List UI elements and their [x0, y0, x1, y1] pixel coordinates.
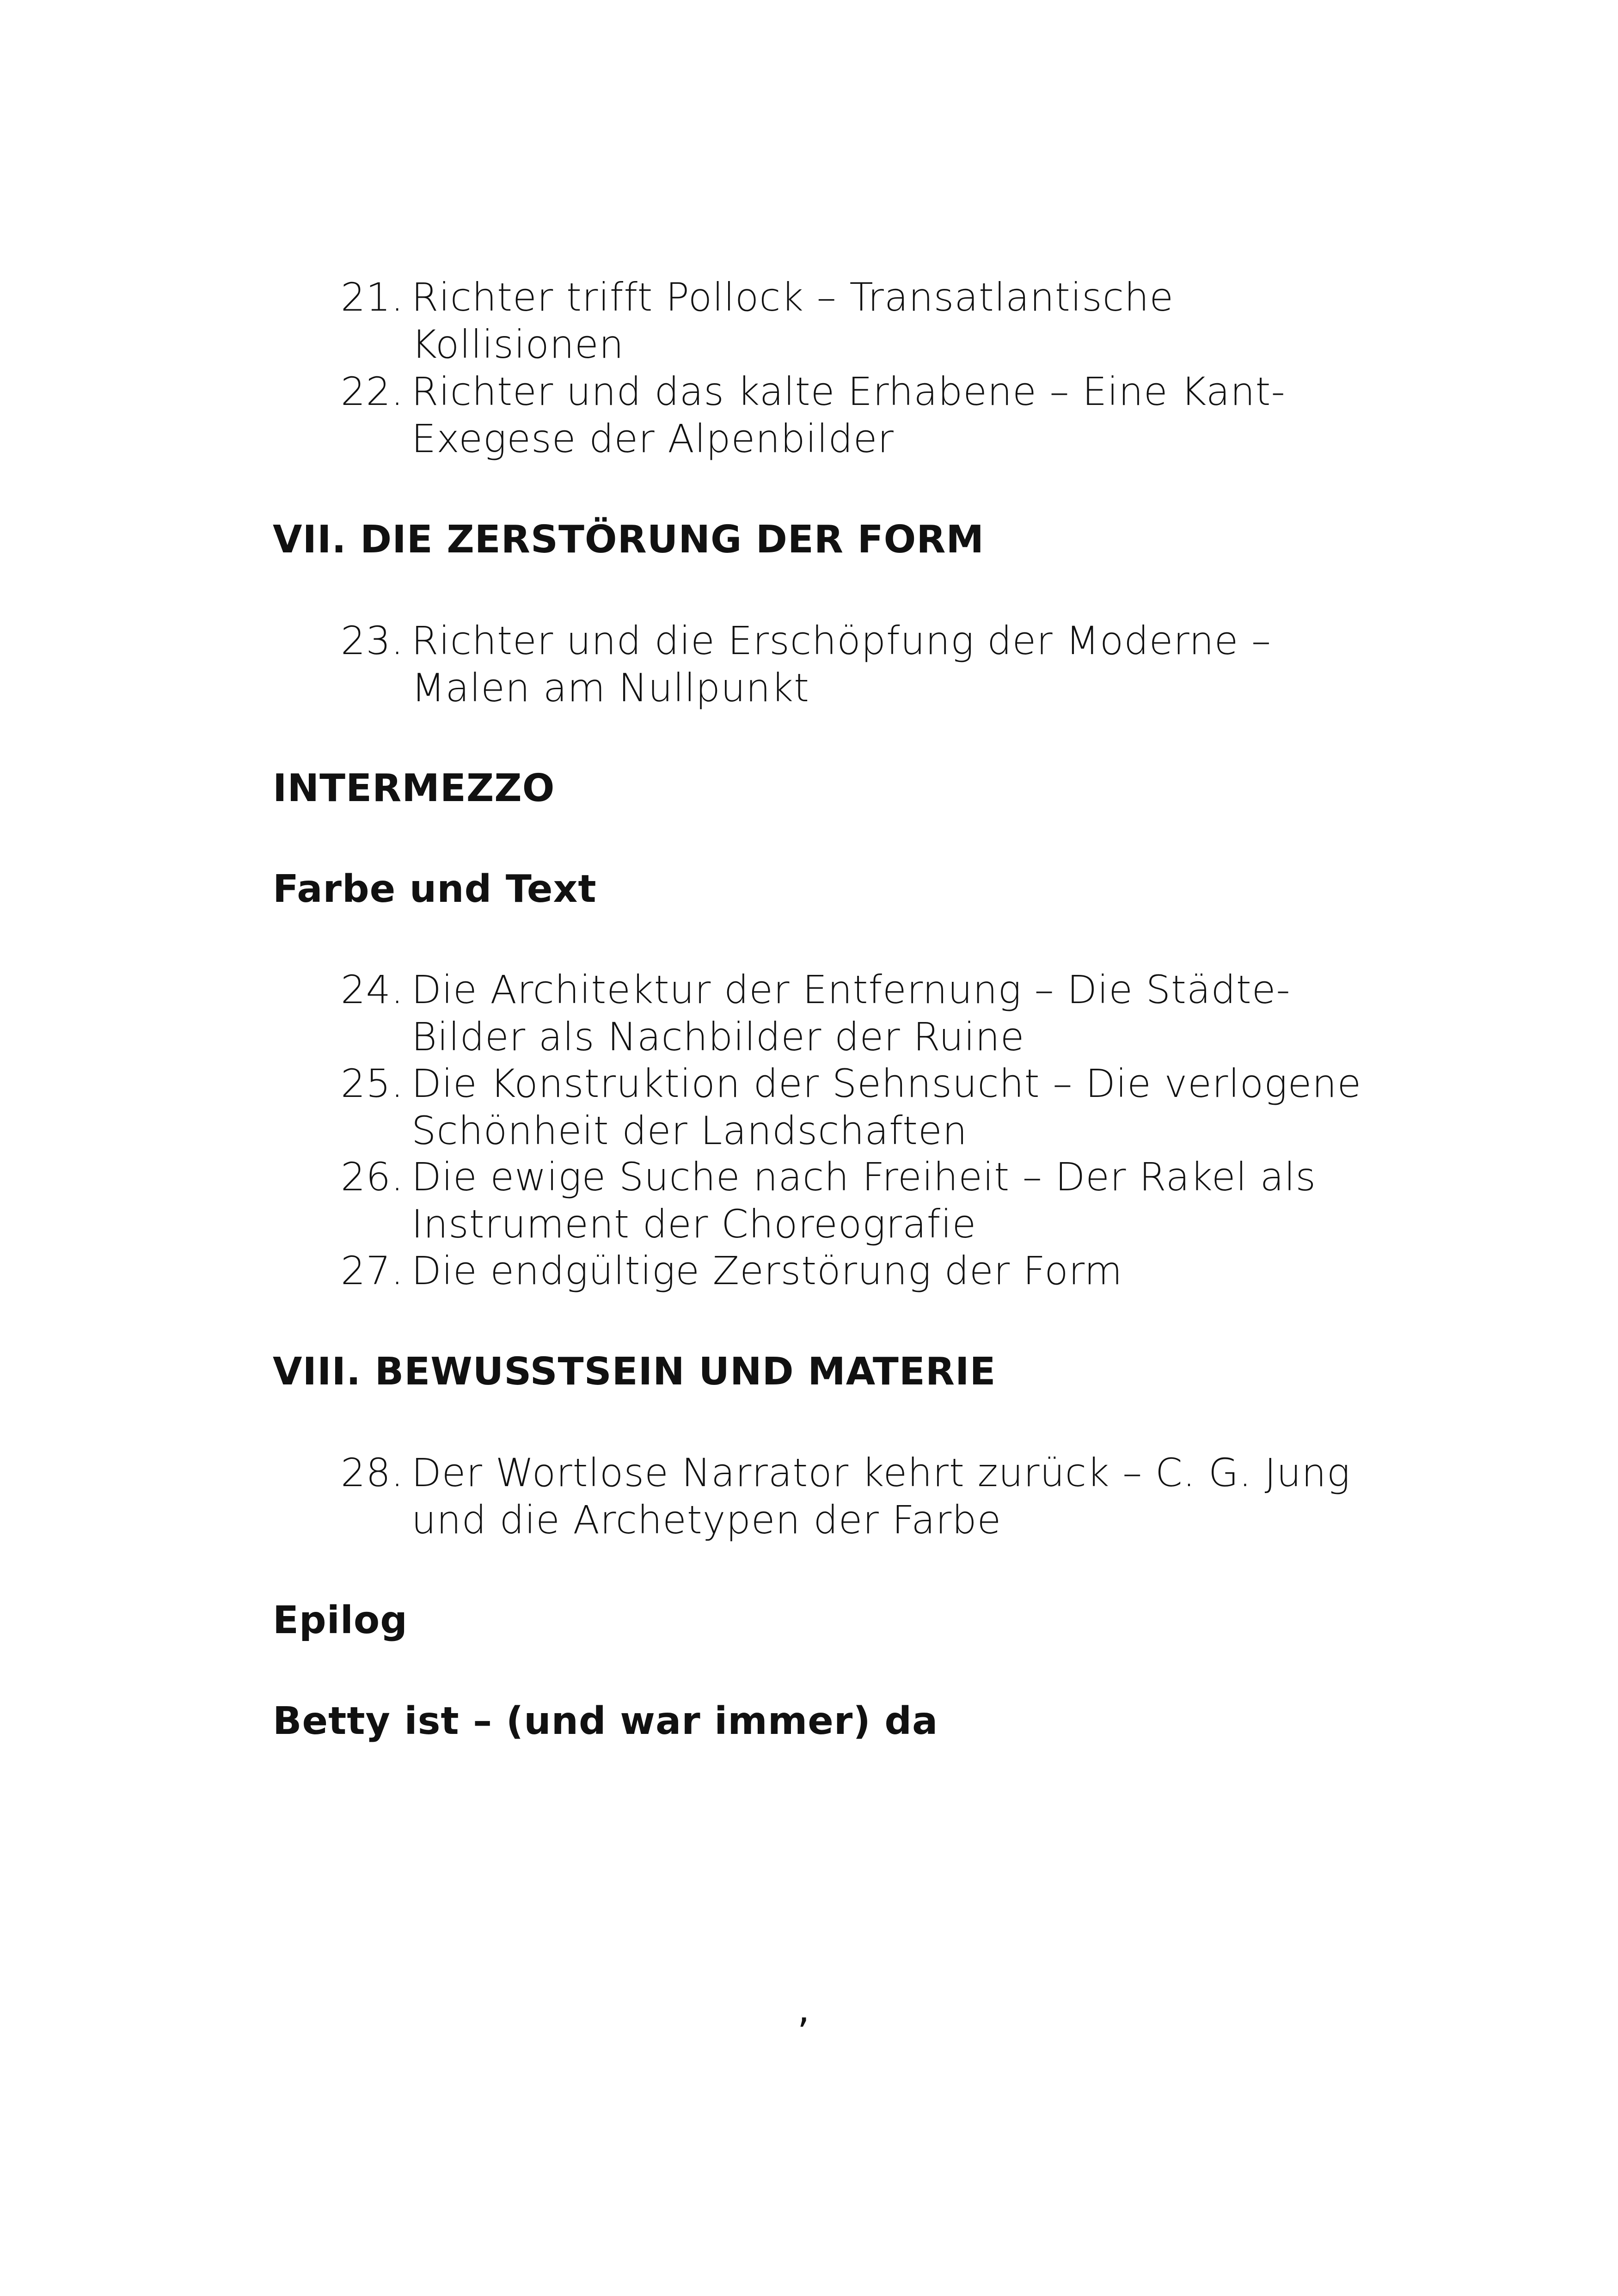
- toc-item-number: 23.: [341, 618, 404, 663]
- toc-item-line: Die endgültige Zerstörung der Form: [411, 1248, 1123, 1293]
- toc-item-25: [341, 1060, 1404, 1154]
- toc-item-number: 25.: [341, 1061, 404, 1106]
- toc-item-number: 24.: [341, 967, 404, 1012]
- toc-item-number: 26.: [341, 1154, 404, 1200]
- toc-item-line: Exegese der Alpenbilder: [411, 416, 894, 461]
- toc-item-number: 28.: [341, 1450, 404, 1495]
- toc-item-number: 21.: [341, 275, 404, 320]
- toc-item-number: 27.: [341, 1248, 404, 1293]
- toc-item-line: Bilder als Nachbilder der Ruine: [411, 1014, 1025, 1059]
- section-heading-viii: VIII. BEWUSSTSEIN UND MATERIE: [273, 1350, 996, 1394]
- toc-item-line: Malen am Nullpunkt: [411, 665, 810, 710]
- section-heading-farbe-und-text: Farbe und Text: [273, 867, 597, 911]
- toc-item-23: [341, 617, 1404, 711]
- toc-item-28: [341, 1449, 1404, 1543]
- toc-item-line: Die Konstruktion der Sehnsucht – Die verlogene: [411, 1061, 1362, 1106]
- toc-item-line: Die Architektur der Entfernung – Die Städte-: [411, 967, 1291, 1012]
- toc-item-line: Die ewige Suche nach Freiheit – Der Rakel als: [411, 1154, 1317, 1200]
- toc-item-22: [341, 368, 1404, 462]
- toc-item-24: [341, 966, 1404, 1060]
- toc-item-line: Richter trifft Pollock – Transatlantische: [411, 275, 1174, 320]
- toc-item-line: Instrument der Choreografie: [411, 1201, 977, 1247]
- toc-item-21: [341, 274, 1404, 368]
- section-heading-epilog: Epilog: [273, 1598, 408, 1642]
- toc-item-number: 22.: [341, 369, 404, 414]
- toc-item-line: Schönheit der Landschaften: [411, 1108, 968, 1153]
- toc-item-line: Der Wortlose Narrator kehrt zurück – C. G. Jung: [411, 1450, 1351, 1495]
- section-heading-betty: Betty ist – (und war immer) da: [273, 1699, 938, 1743]
- section-heading-intermezzo: INTERMEZZO: [273, 766, 555, 810]
- toc-item-26: [341, 1153, 1404, 1248]
- toc-item-27: [341, 1247, 1404, 1294]
- toc-item-line: und die Archetypen der Farbe: [411, 1497, 1002, 1543]
- section-heading-vii: VII. DIE ZERSTÖRUNG DER FORM: [273, 518, 985, 562]
- toc-item-line: Richter und die Erschöpfung der Moderne –: [411, 618, 1271, 663]
- footer-mark: ,: [797, 1986, 810, 2032]
- toc-item-line: Kollisionen: [411, 322, 624, 367]
- toc-item-line: Richter und das kalte Erhabene – Eine Kant-: [411, 369, 1286, 414]
